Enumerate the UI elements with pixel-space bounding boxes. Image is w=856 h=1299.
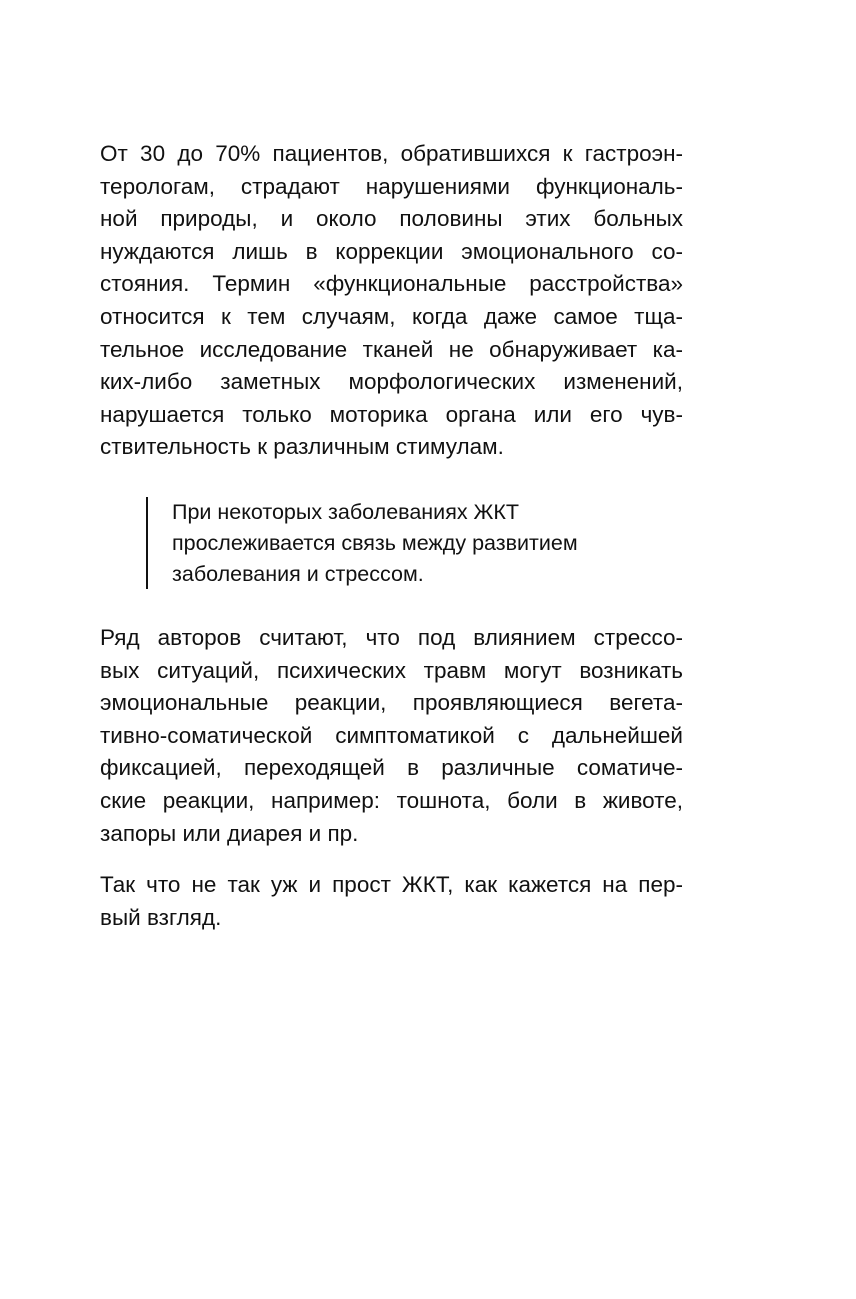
paragraph-stress-reactions — [100, 622, 683, 850]
text-line: фиксацией, переходящей в различные соматиче- — [100, 755, 683, 781]
text-line: ствительность к различным стимулам. — [100, 434, 504, 460]
text-line: ские реакции, например: тошнота, боли в животе, — [100, 787, 683, 813]
text-line: тивно-соматической симптоматикой с дальнейшей — [100, 722, 683, 748]
quote-line: заболевания и стрессом. — [172, 562, 424, 586]
quote-line: прослеживается связь между развитием — [172, 531, 578, 555]
text-line: вый взгляд. — [100, 904, 222, 930]
text-line: нарушается только моторика органа или его чув- — [100, 401, 683, 427]
text-line: относится к тем случаям, когда даже самое тща- — [100, 303, 683, 329]
text-line: терологам, страдают нарушениями функциональ- — [100, 173, 683, 199]
paragraph-functional-disorders — [100, 138, 683, 464]
text-line: эмоциональные реакции, проявляющиеся вегета- — [100, 690, 683, 716]
paragraph-conclusion — [100, 869, 683, 934]
text-line: Так что не так уж и прост ЖКТ, как кажется на пер- — [100, 872, 683, 897]
text-line: вых ситуаций, психических травм могут возникать — [100, 657, 683, 683]
text-line: От 30 до 70% пациентов, обратившихся к гастроэн- — [100, 141, 683, 166]
pull-quote-bar — [146, 497, 148, 589]
text-line: Ряд авторов считают, что под влиянием стрессо- — [100, 625, 683, 650]
text-line: тельное исследование тканей не обнаруживает ка- — [100, 336, 683, 362]
text-line: стояния. Термин «функциональные расстройства» — [100, 271, 683, 297]
quote-line: При некоторых заболеваниях ЖКТ — [172, 500, 520, 524]
text-line: нуждаются лишь в коррекции эмоционального со- — [100, 238, 683, 264]
text-line: ной природы, и около половины этих больных — [100, 206, 683, 232]
pull-quote — [172, 497, 642, 590]
text-line: запоры или диарея и пр. — [100, 820, 359, 846]
text-line: ких-либо заметных морфологических изменений, — [100, 369, 683, 395]
